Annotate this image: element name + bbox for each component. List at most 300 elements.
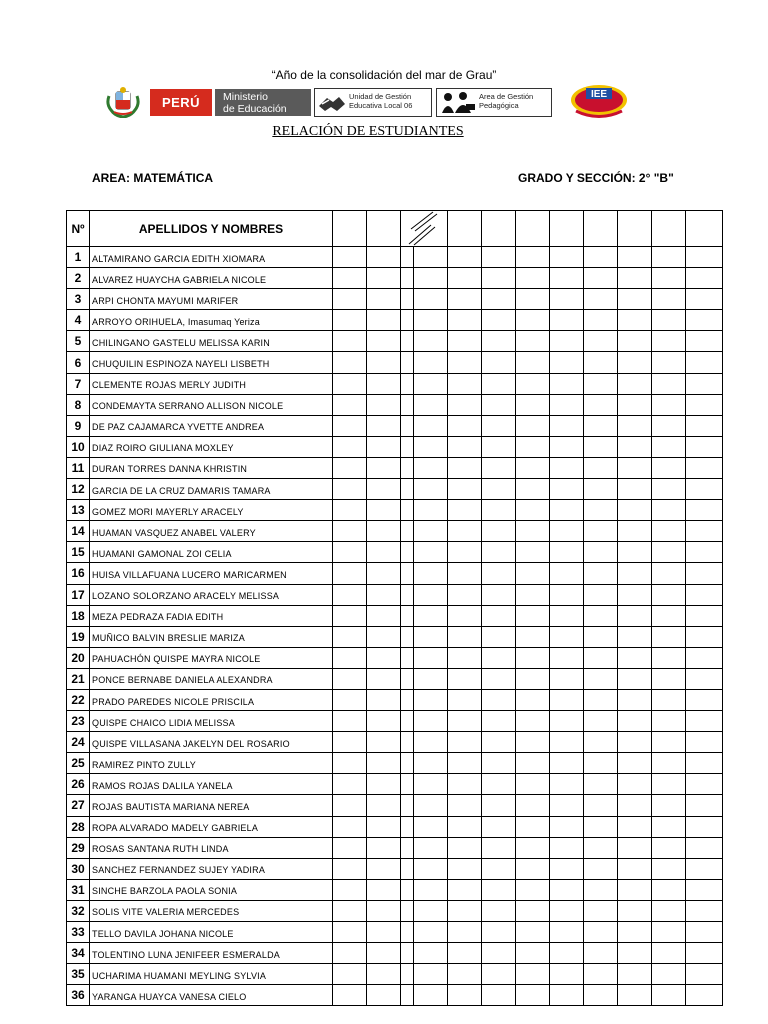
student-name: ALTAMIRANO GARCIA EDITH XIOMARA [90, 247, 333, 268]
grade-cell [516, 500, 550, 521]
student-number: 9 [67, 415, 90, 436]
grade-cell [618, 900, 652, 921]
grade-cell [482, 247, 516, 268]
grade-cell [401, 584, 414, 605]
grade-cell [584, 310, 618, 331]
student-name: DE PAZ CAJAMARCA YVETTE ANDREA [90, 415, 333, 436]
grade-cell [414, 879, 448, 900]
grade-cell [686, 352, 723, 373]
grade-cell [550, 542, 584, 563]
grade-cell [652, 394, 686, 415]
grade-cell [618, 457, 652, 478]
grade-cell [550, 626, 584, 647]
table-row [67, 521, 723, 542]
grade-cell [516, 900, 550, 921]
grade-cell [333, 858, 367, 879]
grade-cell [618, 774, 652, 795]
student-name: CLEMENTE ROJAS MERLY JUDITH [90, 373, 333, 394]
grade-cell [584, 711, 618, 732]
grade-cell [584, 247, 618, 268]
grade-cell [550, 394, 584, 415]
table-row [67, 500, 723, 521]
grade-cell [333, 922, 367, 943]
grade-cell [401, 879, 414, 900]
grade-cell [618, 500, 652, 521]
grade-cell [333, 795, 367, 816]
grade-cell [516, 816, 550, 837]
grade-cell [448, 563, 482, 584]
grade-cell [414, 668, 448, 689]
table-row [67, 943, 723, 964]
student-number: 7 [67, 373, 90, 394]
student-name: ALVAREZ HUAYCHA GABRIELA NICOLE [90, 268, 333, 289]
grade-cell [414, 816, 448, 837]
grade-cell [367, 500, 401, 521]
blank-header-cell [652, 211, 686, 247]
grade-cell [448, 542, 482, 563]
grade-cell [516, 711, 550, 732]
table-row [67, 753, 723, 774]
grade-cell [550, 647, 584, 668]
grade-cell [550, 900, 584, 921]
student-number: 17 [67, 584, 90, 605]
grade-cell [414, 436, 448, 457]
grade-cell [482, 331, 516, 352]
grade-cell [686, 584, 723, 605]
grade-cell [401, 289, 414, 310]
grade-cell [686, 563, 723, 584]
table-header-row [67, 211, 723, 247]
grade-cell [516, 605, 550, 626]
grade-cell [652, 563, 686, 584]
grade-cell [686, 647, 723, 668]
grade-cell [333, 964, 367, 985]
student-number: 11 [67, 457, 90, 478]
grade-cell [448, 268, 482, 289]
grade-cell [516, 331, 550, 352]
grade-cell [550, 985, 584, 1006]
grade-cell [584, 795, 618, 816]
grade-cell [482, 753, 516, 774]
grade-cell [401, 922, 414, 943]
grade-cell [516, 858, 550, 879]
grade-cell [448, 922, 482, 943]
grade-cell [686, 500, 723, 521]
grade-cell [686, 626, 723, 647]
blank-header-cell [686, 211, 723, 247]
grade-cell [686, 310, 723, 331]
grade-cell [482, 268, 516, 289]
grade-cell [482, 732, 516, 753]
grade-cell [333, 457, 367, 478]
grade-cell [333, 879, 367, 900]
grade-cell [482, 289, 516, 310]
student-number: 23 [67, 711, 90, 732]
grade-cell [652, 352, 686, 373]
grade-cell [367, 352, 401, 373]
grade-cell [482, 837, 516, 858]
grade-cell [652, 436, 686, 457]
grade-cell [618, 268, 652, 289]
grade-cell [584, 542, 618, 563]
student-number: 27 [67, 795, 90, 816]
grade-cell [516, 879, 550, 900]
grade-cell [333, 605, 367, 626]
grade-cell [686, 373, 723, 394]
student-name: UCHARIMA HUAMANI MEYLING SYLVIA [90, 964, 333, 985]
grade-cell [367, 563, 401, 584]
table-row [67, 900, 723, 921]
grade-cell [652, 943, 686, 964]
grade-cell [482, 689, 516, 710]
grade-cell [652, 668, 686, 689]
grade-cell [367, 289, 401, 310]
grade-cell [550, 711, 584, 732]
people-icon [439, 91, 477, 115]
grade-cell [482, 964, 516, 985]
table-row [67, 964, 723, 985]
grade-cell [652, 732, 686, 753]
student-name: ARPI CHONTA MAYUMI MARIFER [90, 289, 333, 310]
document-title: RELACIÓN DE ESTUDIANTES [272, 124, 464, 139]
column-header-names: APELLIDOS Y NOMBRES [90, 211, 333, 247]
table-row [67, 268, 723, 289]
grade-cell [401, 626, 414, 647]
grade-cell [367, 584, 401, 605]
grade-cell [686, 689, 723, 710]
grade-cell [414, 689, 448, 710]
grade-cell [448, 774, 482, 795]
grade-cell [401, 268, 414, 289]
grade-cell [618, 394, 652, 415]
grade-cell [482, 310, 516, 331]
grade-cell [584, 626, 618, 647]
student-name: QUISPE CHAICO LIDIA MELISSA [90, 711, 333, 732]
grade-cell [333, 331, 367, 352]
table-row [67, 352, 723, 373]
grade-cell [686, 753, 723, 774]
grade-cell [414, 479, 448, 500]
grade-cell [584, 753, 618, 774]
grade-cell [652, 542, 686, 563]
grade-cell [550, 415, 584, 436]
student-name: CHILINGANO GASTELU MELISSA KARIN [90, 331, 333, 352]
grade-cell [367, 732, 401, 753]
grade-cell [516, 457, 550, 478]
student-number: 31 [67, 879, 90, 900]
grade-cell [367, 689, 401, 710]
grade-cell [686, 268, 723, 289]
grade-cell [367, 394, 401, 415]
grade-cell [401, 394, 414, 415]
grade-cell [401, 479, 414, 500]
grade-cell [367, 310, 401, 331]
grade-cell [333, 542, 367, 563]
grade-cell [333, 689, 367, 710]
student-name: GOMEZ MORI MAYERLY ARACELY [90, 500, 333, 521]
grade-cell [516, 774, 550, 795]
grade-cell [516, 626, 550, 647]
grade-cell [584, 943, 618, 964]
grade-cell [333, 394, 367, 415]
grade-cell [414, 289, 448, 310]
grade-cell [618, 732, 652, 753]
grade-cell [448, 436, 482, 457]
grade-cell [516, 542, 550, 563]
grade-cell [686, 774, 723, 795]
grade-cell [584, 858, 618, 879]
grade-cell [448, 247, 482, 268]
grade-cell [414, 753, 448, 774]
student-number: 21 [67, 668, 90, 689]
grade-cell [414, 542, 448, 563]
grade-cell [448, 732, 482, 753]
logo-banner [0, 84, 768, 124]
peru-label: PERÚ [161, 95, 201, 110]
grade-cell [550, 795, 584, 816]
grade-cell [550, 837, 584, 858]
grade-cell [652, 479, 686, 500]
student-name: TOLENTINO LUNA JENIFEER ESMERALDA [90, 943, 333, 964]
grade-cell [482, 795, 516, 816]
grade-cell [414, 837, 448, 858]
student-name: YARANGA HUAYCA VANESA CIELO [90, 985, 333, 1006]
student-number: 32 [67, 900, 90, 921]
grade-cell [414, 858, 448, 879]
grade-cell [550, 964, 584, 985]
student-name: RAMIREZ PINTO ZULLY [90, 753, 333, 774]
grade-cell [414, 626, 448, 647]
grade-cell [686, 605, 723, 626]
grade-cell [516, 668, 550, 689]
grade-cell [516, 436, 550, 457]
table-row [67, 563, 723, 584]
grade-cell [618, 837, 652, 858]
grade-cell [516, 837, 550, 858]
student-number: 14 [67, 521, 90, 542]
grade-cell [367, 879, 401, 900]
grade-cell [618, 626, 652, 647]
grade-cell [367, 774, 401, 795]
grade-cell [448, 479, 482, 500]
grade-cell [448, 795, 482, 816]
grade-cell [367, 605, 401, 626]
grade-cell [401, 858, 414, 879]
grade-cell [333, 943, 367, 964]
grade-cell [448, 352, 482, 373]
student-number: 13 [67, 500, 90, 521]
grade-cell [414, 415, 448, 436]
grade-cell [550, 457, 584, 478]
table-row [67, 605, 723, 626]
student-name: TELLO DAVILA JOHANA NICOLE [90, 922, 333, 943]
grade-cell [618, 542, 652, 563]
coat-of-arms-icon [106, 86, 140, 118]
grade-cell [482, 394, 516, 415]
grade-cell [448, 331, 482, 352]
grade-cell [584, 879, 618, 900]
grade-cell [482, 563, 516, 584]
grade-cell [516, 415, 550, 436]
grade-cell [652, 647, 686, 668]
grade-cell [333, 900, 367, 921]
grade-cell [652, 837, 686, 858]
ministerio-line2: de Educación [223, 103, 287, 115]
student-number: 10 [67, 436, 90, 457]
grade-cell [550, 584, 584, 605]
year-motto: “Año de la consolidación del mar de Grau” [271, 68, 497, 82]
grade-cell [448, 605, 482, 626]
grade-cell [414, 331, 448, 352]
grade-cell [367, 647, 401, 668]
grade-cell [333, 647, 367, 668]
blank-header-cell [584, 211, 618, 247]
grade-cell [482, 774, 516, 795]
grade-cell [367, 415, 401, 436]
handshake-icon [317, 92, 347, 114]
grade-cell [516, 394, 550, 415]
grade-cell [401, 647, 414, 668]
grade-cell [550, 668, 584, 689]
grade-cell [652, 858, 686, 879]
grade-cell [448, 521, 482, 542]
grade-cell [584, 689, 618, 710]
grade-cell [401, 542, 414, 563]
grade-cell [482, 647, 516, 668]
grade-cell [516, 584, 550, 605]
grade-cell [414, 584, 448, 605]
grade-cell [652, 922, 686, 943]
grade-cell [516, 479, 550, 500]
grade-cell [401, 795, 414, 816]
blank-header-cell [333, 211, 367, 247]
grade-cell [686, 964, 723, 985]
blank-header-cell [516, 211, 550, 247]
grade-cell [686, 858, 723, 879]
grade-cell [401, 521, 414, 542]
grade-cell [448, 457, 482, 478]
grade-cell [448, 964, 482, 985]
table-row [67, 647, 723, 668]
grade-cell [516, 732, 550, 753]
grade-cell [401, 816, 414, 837]
grade-cell [414, 900, 448, 921]
table-row [67, 985, 723, 1006]
student-number: 36 [67, 985, 90, 1006]
grade-cell [333, 774, 367, 795]
student-name: SINCHE BARZOLA PAOLA SONIA [90, 879, 333, 900]
table-row [67, 542, 723, 563]
blank-header-cell [618, 211, 652, 247]
grade-cell [550, 331, 584, 352]
student-number: 4 [67, 310, 90, 331]
student-name: LOZANO SOLORZANO ARACELY MELISSA [90, 584, 333, 605]
grade-cell [414, 943, 448, 964]
grade-cell [482, 373, 516, 394]
grade-cell [333, 985, 367, 1006]
grade-cell [482, 858, 516, 879]
grade-cell [414, 711, 448, 732]
grade-cell [618, 521, 652, 542]
grade-cell [652, 795, 686, 816]
grade-cell [618, 795, 652, 816]
grade-cell [482, 626, 516, 647]
grade-cell [584, 900, 618, 921]
grade-cell [367, 373, 401, 394]
grade-cell [618, 753, 652, 774]
grade-cell [401, 563, 414, 584]
table-row [67, 816, 723, 837]
grade-cell [333, 816, 367, 837]
grade-cell [482, 584, 516, 605]
roster-body [67, 247, 723, 1006]
grade-cell [482, 415, 516, 436]
grade-cell [401, 668, 414, 689]
grade-cell [367, 268, 401, 289]
ugel-logo [314, 88, 432, 117]
grade-cell [401, 732, 414, 753]
grade-cell [516, 922, 550, 943]
grade-cell [584, 732, 618, 753]
grade-cell [584, 521, 618, 542]
grade-cell [618, 647, 652, 668]
student-name: ROPA ALVARADO MADELY GABRIELA [90, 816, 333, 837]
grade-cell [686, 837, 723, 858]
blank-header-cell [367, 211, 401, 247]
grade-cell [584, 457, 618, 478]
student-number: 26 [67, 774, 90, 795]
grade-cell [584, 352, 618, 373]
grade-cell [367, 457, 401, 478]
student-number: 2 [67, 268, 90, 289]
student-roster-table [66, 210, 723, 1006]
grade-cell [448, 289, 482, 310]
grade-cell [401, 247, 414, 268]
grade-cell [482, 900, 516, 921]
grade-cell [584, 289, 618, 310]
grade-cell [652, 268, 686, 289]
grade-cell [686, 415, 723, 436]
grade-cell [550, 436, 584, 457]
grade-cell [401, 310, 414, 331]
grade-cell [584, 563, 618, 584]
grade-cell [367, 753, 401, 774]
grade-cell [333, 436, 367, 457]
grade-cell [482, 668, 516, 689]
grade-cell [584, 373, 618, 394]
table-row [67, 394, 723, 415]
grade-cell [584, 436, 618, 457]
grade-cell [448, 415, 482, 436]
grade-cell [482, 352, 516, 373]
grade-cell [516, 753, 550, 774]
grade-cell [652, 415, 686, 436]
grade-cell [367, 521, 401, 542]
student-number: 30 [67, 858, 90, 879]
grade-cell [401, 331, 414, 352]
student-number: 5 [67, 331, 90, 352]
grade-cell [550, 268, 584, 289]
student-number: 24 [67, 732, 90, 753]
grade-cell [367, 247, 401, 268]
grade-cell [401, 900, 414, 921]
student-number: 29 [67, 837, 90, 858]
grade-cell [482, 542, 516, 563]
grade-cell [448, 858, 482, 879]
grade-cell [618, 415, 652, 436]
student-name: ARROYO ORIHUELA, Imasumaq Yeriza [90, 310, 333, 331]
grade-cell [448, 879, 482, 900]
